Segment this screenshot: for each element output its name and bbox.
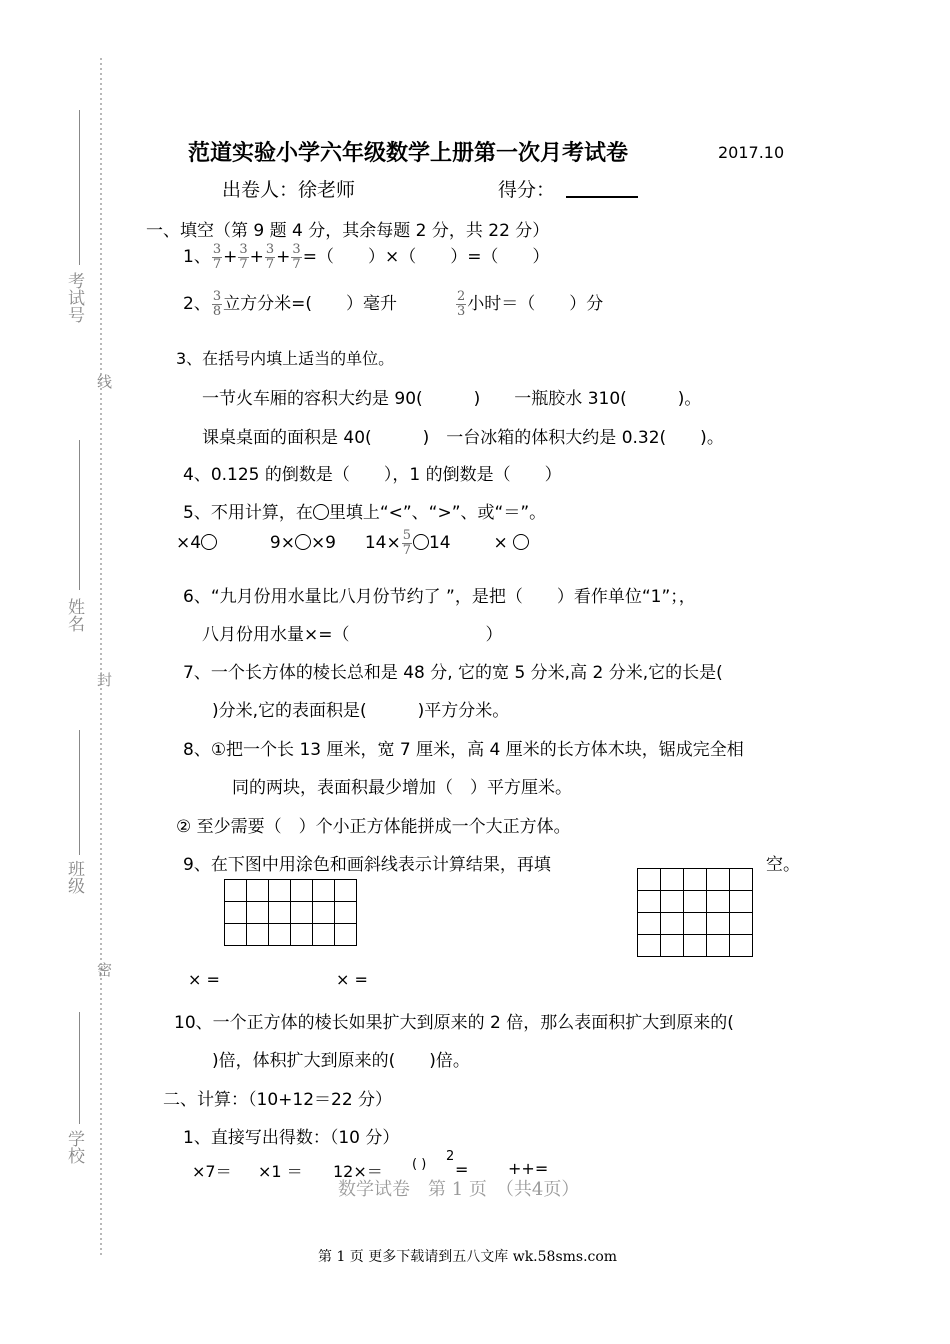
- calc-item: ++=: [508, 1159, 549, 1178]
- q2-text-1: 立方分米=( ）毫升: [223, 294, 397, 314]
- binding-dotted-line: [96, 58, 106, 1258]
- compare-circle-icon[interactable]: [295, 534, 311, 550]
- question-1: 1、 $\frac{3}{7}$ + $\frac{3}{7}$ + $\frac{3}{7}$ + $\frac{3}{7}$ =（ ）×（ ）=（ ）: [183, 241, 550, 272]
- question-3-intro: 3、在括号内填上适当的单位。: [176, 349, 395, 368]
- class-label: 班级: [64, 860, 84, 894]
- question-3-line-2: 一节火车厢的容积大约是 90( ) 一瓶胶水 310( )。: [202, 389, 702, 409]
- compare-circle-icon[interactable]: [201, 534, 217, 550]
- question-10-line-1: 10、一个正方体的棱长如果扩大到原来的 2 倍，那么表面积扩大到原来的(: [174, 1013, 734, 1033]
- school-blank: [79, 1012, 80, 1124]
- score-blank: [566, 196, 638, 198]
- calc-item: ×7＝: [192, 1162, 232, 1181]
- exam-date: 2017.10: [718, 143, 785, 162]
- question-7-line-2: )分米,它的表面积是( )平方分米。: [212, 701, 510, 721]
- q1-fraction: $\frac{3}{7}$: [265, 241, 275, 272]
- question-9-equation-1: × =: [188, 970, 220, 989]
- download-footer: 第 1 页 更多下载请到五八文库 wk.58sms.com: [318, 1249, 618, 1265]
- calc-item-exponent: 2: [446, 1149, 455, 1164]
- q1-fraction: $\frac{3}{7}$: [292, 241, 301, 272]
- exam-title: 范道实验小学六年级数学上册第一次月考试卷: [188, 141, 629, 166]
- calc-item: ( ): [412, 1157, 427, 1172]
- question-5-items: ×4 9× ×9 14× $\frac{5}{7}$ 14 ×: [176, 524, 529, 562]
- q2-fraction-2: $\frac{2}{3}$: [457, 288, 466, 319]
- question-8-line-3: ② 至少需要（ ）个小正方体能拼成一个大正方体。: [176, 817, 571, 837]
- question-7-line-1: 7、一个长方体的棱长总和是 48 分, 它的宽 5 分米,高 2 分米,它的长是(: [183, 663, 723, 683]
- section2-heading: 二、计算：（10+12＝22 分）: [163, 1090, 393, 1110]
- compare-circle-icon[interactable]: [513, 534, 529, 550]
- name-label: 姓名: [64, 598, 84, 632]
- question-9-equation-2: × =: [336, 970, 368, 989]
- exam-author: 出卷人：徐老师: [222, 179, 356, 201]
- q1-fraction: $\frac{3}{7}$: [239, 241, 248, 272]
- question-6-line-2: 八月份用水量×=（ ）: [202, 625, 503, 645]
- calc-item: 12×＝: [333, 1162, 383, 1181]
- question-8-line-2: 同的两块，表面积最少增加（ ）平方厘米。: [232, 778, 572, 798]
- name-blank: [79, 440, 80, 590]
- q1-tail: =（ ）×（ ）=（ ）: [302, 247, 550, 267]
- q2-number: 2、: [183, 294, 211, 314]
- calc-item: ×1 ＝: [258, 1162, 303, 1181]
- q2-fraction-1: $\frac{3}{8}$: [212, 288, 222, 319]
- school-label: 学校: [64, 1130, 84, 1164]
- exam-number-blank: [79, 110, 80, 265]
- question-6-line-1: 6、“九月份用水量比八月份节约了 ”，是把（ ）看作单位“1”；，: [183, 587, 696, 607]
- compare-circle-icon: [313, 504, 329, 520]
- question-9-text-end: 空。: [766, 855, 800, 875]
- exam-number-label: 考试号: [64, 272, 84, 323]
- score-label: 得分：: [498, 179, 556, 201]
- q2-text-2: 小时＝（ ）分: [467, 294, 604, 314]
- seal-char-feng: 封: [95, 672, 113, 687]
- seal-char-line: 线: [95, 374, 113, 389]
- class-blank: [79, 730, 80, 855]
- question-5: 5、不用计算，在 里填上“<”、“>”、或“＝”。: [183, 503, 547, 523]
- calc-item: =: [455, 1160, 469, 1179]
- page-footer-info: 数学试卷 第 1 页 （共4页）: [338, 1179, 580, 1200]
- q5-fraction: $\frac{5}{7}$: [402, 527, 411, 558]
- question-2: [183, 286, 603, 322]
- section2-sub1: 1、直接写出得数：（10 分）: [183, 1128, 400, 1148]
- grid-diagram-right: [637, 868, 753, 957]
- question-9-text: 9、在下图中用涂色和画斜线表示计算结果，再填: [183, 855, 551, 875]
- seal-char-mi: 密: [95, 962, 113, 977]
- question-4: 4、0.125 的倒数是（ ），1 的倒数是（ ）: [183, 465, 562, 485]
- compare-circle-icon[interactable]: [413, 534, 429, 550]
- section1-heading: 一、填空（第 9 题 4 分，其余每题 2 分，共 22 分）: [146, 221, 550, 241]
- question-3-line-3: 课桌桌面的面积是 40( ) 一台冰箱的体积大约是 0.32( )。: [202, 428, 724, 448]
- question-10-line-2: )倍，体积扩大到原来的( )倍。: [212, 1051, 470, 1071]
- q1-number: 1、: [183, 247, 211, 267]
- q1-fraction: $\frac{3}{7}$: [212, 241, 222, 272]
- question-8-line-1: 8、①把一个长 13 厘米，宽 7 厘米，高 4 厘米的长方体木块，锯成完全相: [183, 740, 744, 760]
- grid-diagram-left: [224, 879, 357, 946]
